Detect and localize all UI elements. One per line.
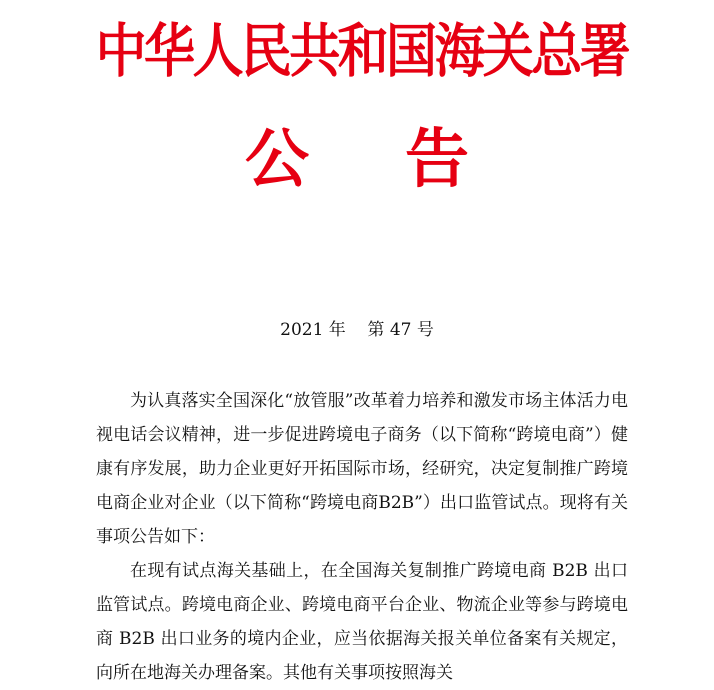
issuer-title: 中华人民共和国海关总署 (95, 17, 629, 85)
document-year: 2021 年 (280, 320, 346, 340)
announcement-body (96, 384, 628, 690)
document-type-char: 告 (405, 123, 469, 197)
body-paragraph: 为认真落实全国深化“放管服”改革着力培养和激发市场主体活力电视电话会议精神，进一步促进跨境电子商务（以下简称“跨境电商”）健康有序发展，助力企业更好开拓国际市场，经研究，决定复制推广跨境电商企业对企业（以下简称“跨境电商B2B”）出口监管试点。现将有关事项公告如下： (96, 391, 628, 547)
document-serial: 第 47 号 (367, 320, 434, 340)
body-paragraph: 在现有试点海关基础上，在全国海关复制推广跨境电商 B2B 出口监管试点。跨境电商企业、跨境电商平台企业、物流企业等参与跨境电商 B2B 出口业务的境内企业，应当依据海关报关单位备案有关规定，向所在地海关办理备案。其他有关事项按照海关 (96, 561, 628, 683)
document-number (0, 318, 714, 342)
document-type-char: 公 (245, 123, 309, 197)
document-type-title (0, 120, 714, 200)
